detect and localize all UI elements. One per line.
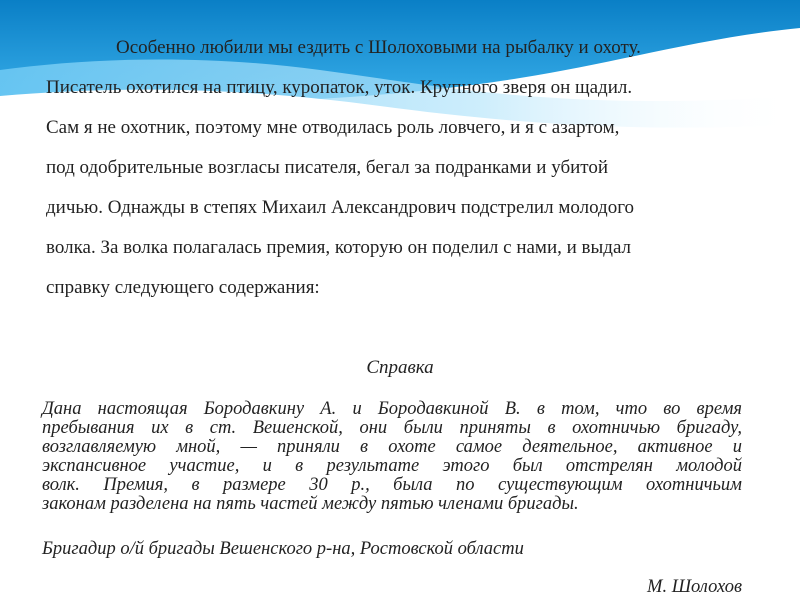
story-paragraph bbox=[46, 34, 746, 314]
certificate-line: законам разделена на пять частей между пятью членами бригады. bbox=[42, 494, 579, 514]
paragraph-line: Писатель охотился на птицу, куропаток, уток. Крупного зверя он щадил. bbox=[46, 77, 633, 98]
certificate-title: Справка bbox=[366, 357, 434, 378]
certificate-line: волк. Премия, в размере 30 р., была по существующим охотничьим bbox=[42, 475, 742, 495]
paragraph-line: под одобрительные возгласы писателя, бегал за подранками и убитой bbox=[46, 157, 609, 178]
paragraph-line: справку следующего содержания: bbox=[46, 277, 320, 298]
certificate-line: возглавляемую мной, — приняли в охоте самое деятельное, активное и bbox=[42, 437, 742, 457]
paragraph-line: волка. За волка полагалась премия, которую он поделил с нами, и выдал bbox=[46, 237, 632, 258]
certificate-line: пребывания их в ст. Вешенской, они были приняты в охотничью бригаду, bbox=[42, 418, 742, 438]
paragraph-line: Особенно любили мы ездить с Шолоховыми на рыбалку и охоту. bbox=[116, 37, 641, 58]
certificate-line: экспансивное участие, и в результате этого был отстрелян молодой bbox=[42, 456, 742, 476]
brigadier-line: Бригадир о/й бригады Вешенского р-на, Ростовской области bbox=[42, 539, 524, 559]
paragraph-line: Сам я не охотник, поэтому мне отводилась роль ловчего, и я с азартом, bbox=[46, 117, 620, 138]
paragraph-line: дичью. Однажды в степях Михаил Александрович подстрелил молодого bbox=[46, 197, 635, 218]
signature: М. Шолохов bbox=[647, 577, 742, 597]
certificate-line: Дана настоящая Бородавкину А. и Бородавкиной В. в том, что во время bbox=[42, 399, 742, 419]
certificate-body bbox=[42, 400, 742, 514]
